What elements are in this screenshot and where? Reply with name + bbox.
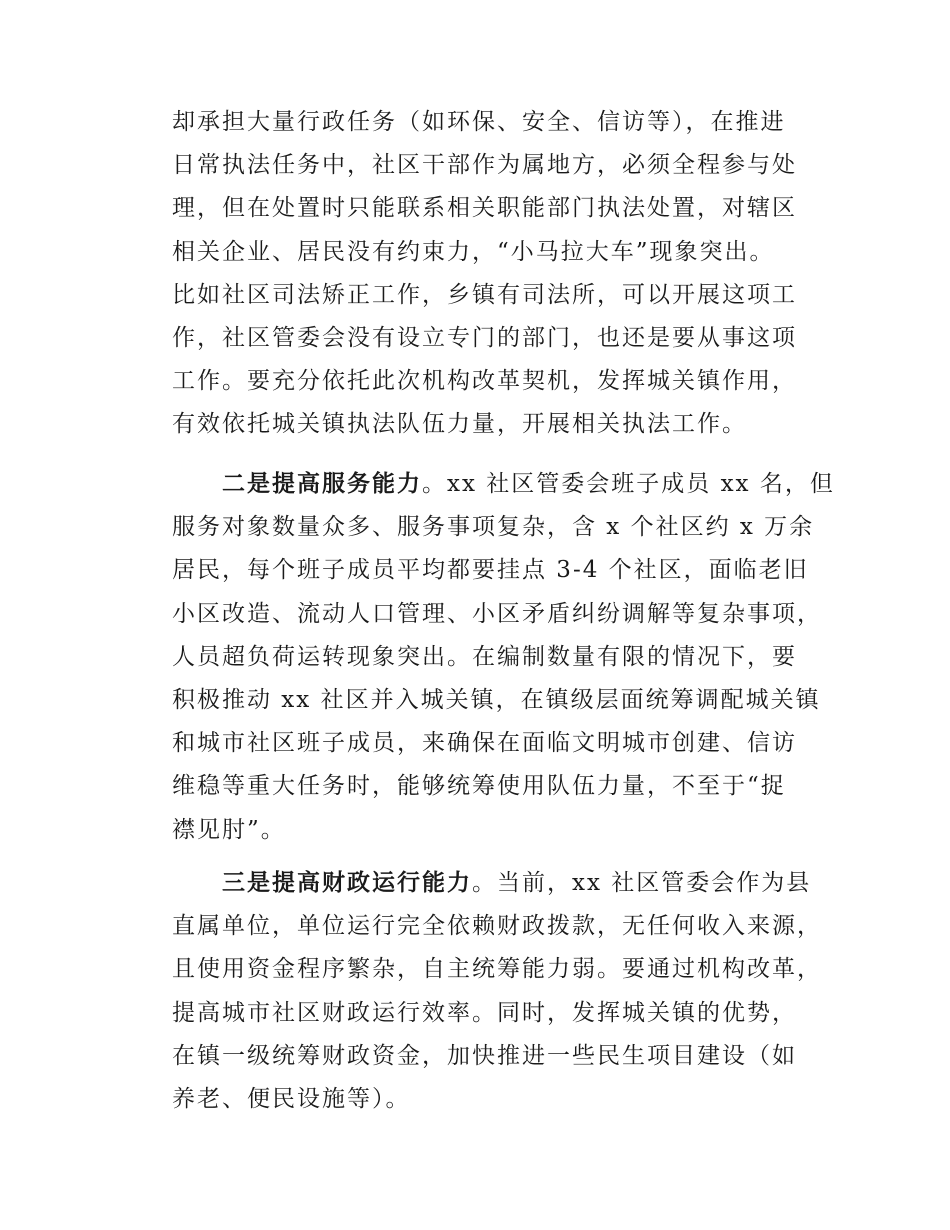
text-line: 日常执法任务中，社区干部作为属地方，必须全程参与处 bbox=[172, 152, 797, 179]
text-line: 工作。要充分依托此次机构改革契机，发挥城关镇作用， bbox=[172, 368, 797, 395]
text-line: 相关企业、居民没有约束力，“小马拉大车”现象突出。 bbox=[172, 238, 775, 265]
text-line: 直属单位，单位运行完全依赖财政拨款，无任何收入来源， bbox=[172, 913, 822, 940]
text-line: 居民，每个班子成员平均都要挂点 3-4 个社区，面临老旧 bbox=[172, 557, 809, 584]
text-line: 且使用资金程序繁杂，自主统筹能力弱。要通过机构改革， bbox=[172, 956, 822, 983]
section-heading: 三是提高财政运行能力 bbox=[222, 870, 472, 896]
text-line: 却承担大量行政任务（如环保、安全、信访等），在推进 bbox=[172, 109, 786, 135]
heading-trailing-text: 。xx 社区管委会班子成员 xx 名，但 bbox=[422, 471, 835, 497]
paragraph-law-enforcement bbox=[172, 101, 812, 447]
text-line: 服务对象数量众多、服务事项复杂，含 x 个社区约 x 万余 bbox=[172, 514, 815, 541]
text-line: 提高城市社区财政运行效率。同时，发挥城关镇的优势， bbox=[172, 999, 797, 1026]
text-line: 比如社区司法矫正工作，乡镇有司法所，可以开展这项工 bbox=[172, 281, 797, 308]
text-line: 在镇一级统筹财政资金，加快推进一些民生项目建设（如 bbox=[172, 1042, 797, 1069]
paragraph-first-line bbox=[172, 862, 812, 905]
text-line: 维稳等重大任务时，能够统筹使用队伍力量，不至于“捉 bbox=[172, 773, 786, 800]
text-line: 作，社区管委会没有设立专门的部门，也还是要从事这项 bbox=[172, 324, 797, 351]
text-line: 养老、便民设施等）。 bbox=[172, 1085, 411, 1112]
text-line: 理，但在处置时只能联系相关职能部门执法处置，对辖区 bbox=[172, 195, 797, 222]
paragraph-first-line bbox=[172, 463, 835, 506]
section-heading: 二是提高服务能力 bbox=[222, 471, 422, 497]
text-line: 襟见肘”。 bbox=[172, 816, 286, 843]
text-line: 有效依托城关镇执法队伍力量，开展相关执法工作。 bbox=[172, 411, 747, 438]
heading-trailing-text: 。当前，xx 社区管委会作为县 bbox=[472, 870, 812, 896]
paragraph-fiscal-capacity bbox=[172, 862, 822, 1121]
text-line: 和城市社区班子成员，来确保在面临文明城市创建、信访 bbox=[172, 730, 797, 757]
paragraph-service-capacity bbox=[172, 463, 835, 852]
text-line: 小区改造、流动人口管理、小区矛盾纠纷调解等复杂事项， bbox=[172, 600, 822, 627]
text-line: 人员超负荷运转现象突出。在编制数量有限的情况下，要 bbox=[172, 643, 797, 670]
text-line: 积极推动 xx 社区并入城关镇，在镇级层面统筹调配城关镇 bbox=[172, 686, 821, 713]
